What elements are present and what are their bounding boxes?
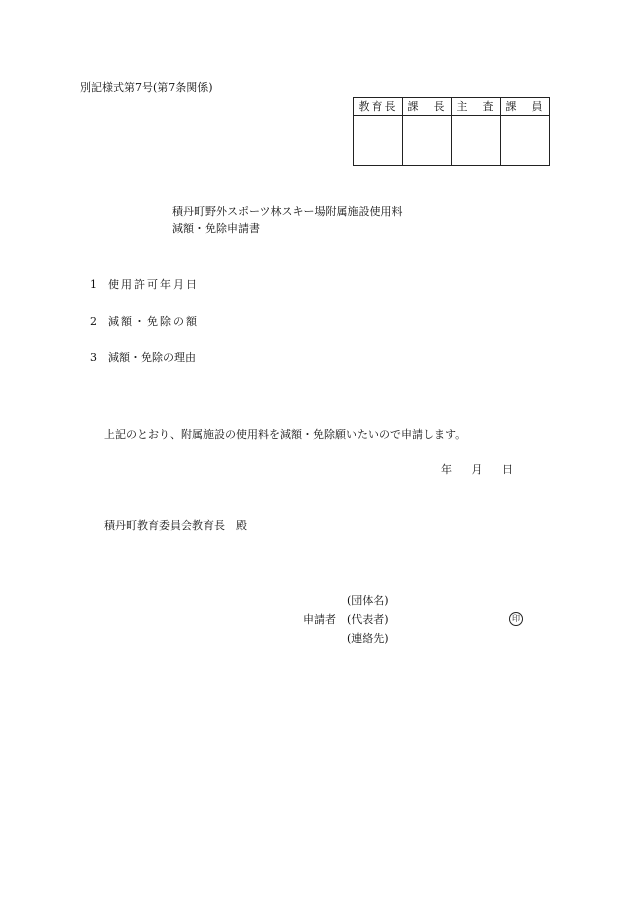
approval-stamp-cell	[501, 116, 550, 166]
document-title-line1: 積丹町野外スポーツ林スキー場附属施設使用料	[172, 205, 403, 218]
approval-header-superintendent: 教育長	[354, 98, 403, 116]
item-reduction-reason	[90, 351, 196, 365]
applicant-label: 申請者	[303, 613, 336, 626]
seal-mark-icon: 印	[509, 612, 523, 626]
form-number-label: 別記様式第7号(第7条関係)	[80, 81, 213, 94]
approval-header-staff: 課 員	[501, 98, 550, 116]
item-number: 1	[90, 278, 97, 291]
approval-header-section-chief: 課 長	[403, 98, 452, 116]
approval-stamp-cell	[452, 116, 501, 166]
item-label: 使用許可年月日	[108, 278, 199, 291]
item-reduction-amount	[90, 315, 199, 329]
approval-header-supervisor: 主 査	[452, 98, 501, 116]
organization-name-label: (団体名)	[347, 594, 389, 607]
addressee: 積丹町教育委員会教育長 殿	[104, 519, 247, 532]
item-usage-permit-date	[90, 278, 199, 292]
representative-label: (代表者)	[347, 613, 389, 626]
contact-label: (連絡先)	[347, 632, 389, 645]
date-line: 年 月 日	[441, 463, 513, 476]
item-number: 3	[90, 351, 97, 364]
approval-stamp-cell	[354, 116, 403, 166]
approval-stamp-table	[353, 97, 550, 166]
document-title-line2: 減額・免除申請書	[172, 222, 260, 235]
approval-stamp-cell	[403, 116, 452, 166]
request-statement: 上記のとおり、附属施設の使用料を減額・免除願いたいので申請します。	[104, 428, 467, 441]
item-label: 減額・免除の理由	[108, 351, 196, 364]
item-label: 減額・免除の額	[108, 315, 199, 328]
item-number: 2	[90, 315, 97, 328]
